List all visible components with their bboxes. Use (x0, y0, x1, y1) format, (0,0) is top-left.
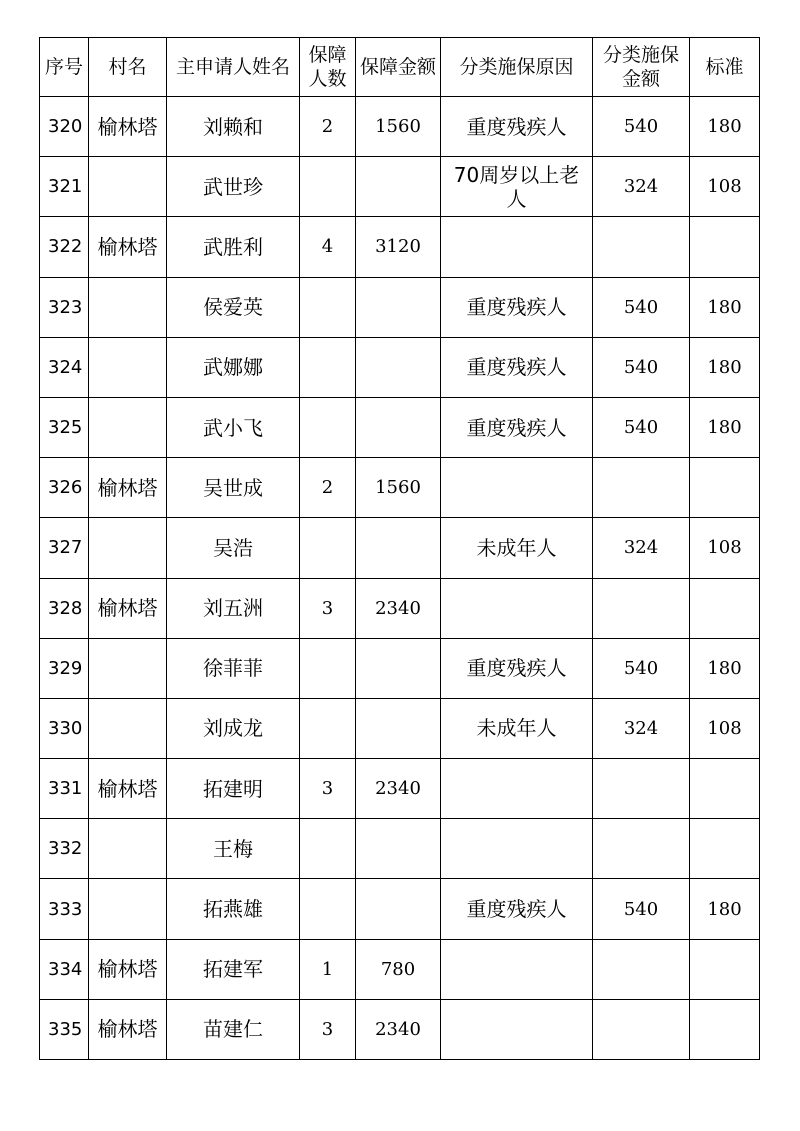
table-row (40, 999, 760, 1059)
table-row (40, 157, 760, 217)
cell-count (300, 638, 356, 698)
cell-count (300, 698, 356, 758)
cell-count (300, 879, 356, 939)
cell-standard: 180 (690, 97, 760, 157)
cell-class-amount: 324 (593, 157, 690, 217)
cell-id: 334 (40, 939, 89, 999)
table-row (40, 638, 760, 698)
cell-count (300, 819, 356, 879)
cell-class-amount: 540 (593, 337, 690, 397)
cell-amount (356, 518, 441, 578)
cell-applicant: 武娜娜 (167, 337, 300, 397)
cell-count: 4 (300, 217, 356, 277)
cell-amount (356, 157, 441, 217)
cell-id: 330 (40, 698, 89, 758)
cell-applicant: 拓燕雄 (167, 879, 300, 939)
cell-count (300, 337, 356, 397)
header-reason: 分类施保原因 (441, 38, 593, 97)
cell-count: 2 (300, 97, 356, 157)
table-row (40, 217, 760, 277)
cell-id: 333 (40, 879, 89, 939)
cell-id: 326 (40, 458, 89, 518)
table-row (40, 578, 760, 638)
cell-reason: 重度残疾人 (441, 277, 593, 337)
cell-id: 329 (40, 638, 89, 698)
cell-amount (356, 879, 441, 939)
cell-standard (690, 939, 760, 999)
header-standard: 标准 (690, 38, 760, 97)
cell-village (89, 397, 167, 457)
cell-id: 327 (40, 518, 89, 578)
table-row (40, 759, 760, 819)
cell-applicant: 武小飞 (167, 397, 300, 457)
cell-applicant: 拓建明 (167, 759, 300, 819)
cell-standard: 180 (690, 638, 760, 698)
cell-applicant: 拓建军 (167, 939, 300, 999)
cell-village: 榆林塔 (89, 217, 167, 277)
cell-reason: 70周岁以上老人 (441, 157, 593, 217)
cell-standard: 180 (690, 277, 760, 337)
header-applicant: 主申请人姓名 (167, 38, 300, 97)
assistance-table (39, 37, 760, 1060)
cell-standard (690, 999, 760, 1059)
cell-amount: 3120 (356, 217, 441, 277)
table-row (40, 337, 760, 397)
cell-class-amount: 540 (593, 397, 690, 457)
cell-count: 3 (300, 999, 356, 1059)
cell-id: 332 (40, 819, 89, 879)
cell-class-amount: 540 (593, 97, 690, 157)
cell-standard (690, 819, 760, 879)
cell-id: 320 (40, 97, 89, 157)
cell-id: 331 (40, 759, 89, 819)
cell-id: 323 (40, 277, 89, 337)
cell-reason (441, 999, 593, 1059)
cell-amount: 1560 (356, 458, 441, 518)
cell-standard: 108 (690, 518, 760, 578)
cell-village (89, 819, 167, 879)
cell-applicant: 苗建仁 (167, 999, 300, 1059)
cell-village: 榆林塔 (89, 759, 167, 819)
cell-village (89, 277, 167, 337)
cell-village: 榆林塔 (89, 939, 167, 999)
cell-village: 榆林塔 (89, 578, 167, 638)
cell-standard: 108 (690, 698, 760, 758)
cell-applicant: 徐菲菲 (167, 638, 300, 698)
cell-class-amount (593, 999, 690, 1059)
table-row (40, 97, 760, 157)
table-row (40, 397, 760, 457)
cell-reason (441, 217, 593, 277)
cell-standard (690, 217, 760, 277)
cell-count (300, 277, 356, 337)
cell-reason: 未成年人 (441, 698, 593, 758)
cell-class-amount (593, 759, 690, 819)
cell-standard: 180 (690, 397, 760, 457)
cell-village (89, 518, 167, 578)
cell-id: 335 (40, 999, 89, 1059)
cell-count (300, 157, 356, 217)
cell-amount: 2340 (356, 759, 441, 819)
cell-reason (441, 578, 593, 638)
cell-class-amount: 540 (593, 638, 690, 698)
cell-class-amount: 324 (593, 518, 690, 578)
cell-amount (356, 819, 441, 879)
table-row (40, 458, 760, 518)
cell-reason: 重度残疾人 (441, 397, 593, 457)
cell-reason: 重度残疾人 (441, 337, 593, 397)
cell-id: 322 (40, 217, 89, 277)
cell-applicant: 武世珍 (167, 157, 300, 217)
cell-id: 325 (40, 397, 89, 457)
cell-class-amount (593, 819, 690, 879)
cell-village (89, 698, 167, 758)
table-header-row (40, 38, 760, 97)
cell-class-amount: 540 (593, 277, 690, 337)
cell-village (89, 638, 167, 698)
cell-applicant: 侯爱英 (167, 277, 300, 337)
cell-standard (690, 759, 760, 819)
table-row (40, 819, 760, 879)
cell-count: 3 (300, 759, 356, 819)
header-count: 保障人数 (300, 38, 356, 97)
cell-id: 328 (40, 578, 89, 638)
cell-applicant: 吴世成 (167, 458, 300, 518)
table-row (40, 277, 760, 337)
cell-amount (356, 397, 441, 457)
header-id: 序号 (40, 38, 89, 97)
cell-applicant: 武胜利 (167, 217, 300, 277)
cell-reason (441, 759, 593, 819)
cell-reason: 重度残疾人 (441, 879, 593, 939)
cell-amount (356, 638, 441, 698)
cell-reason: 重度残疾人 (441, 97, 593, 157)
table-row (40, 879, 760, 939)
cell-applicant: 王梅 (167, 819, 300, 879)
cell-village: 榆林塔 (89, 458, 167, 518)
cell-reason (441, 458, 593, 518)
cell-village (89, 879, 167, 939)
cell-count: 1 (300, 939, 356, 999)
cell-village (89, 337, 167, 397)
cell-class-amount (593, 578, 690, 638)
cell-count: 3 (300, 578, 356, 638)
cell-applicant: 刘赖和 (167, 97, 300, 157)
cell-class-amount: 540 (593, 879, 690, 939)
cell-reason: 重度残疾人 (441, 638, 593, 698)
cell-count (300, 397, 356, 457)
table-row (40, 518, 760, 578)
cell-class-amount: 324 (593, 698, 690, 758)
cell-village: 榆林塔 (89, 97, 167, 157)
cell-id: 324 (40, 337, 89, 397)
cell-reason (441, 939, 593, 999)
table-row (40, 939, 760, 999)
cell-amount: 2340 (356, 578, 441, 638)
cell-applicant: 吴浩 (167, 518, 300, 578)
cell-amount (356, 277, 441, 337)
header-amount: 保障金额 (356, 38, 441, 97)
cell-standard (690, 458, 760, 518)
cell-class-amount (593, 217, 690, 277)
cell-reason (441, 819, 593, 879)
cell-id: 321 (40, 157, 89, 217)
cell-amount (356, 337, 441, 397)
cell-standard (690, 578, 760, 638)
cell-amount: 780 (356, 939, 441, 999)
cell-amount (356, 698, 441, 758)
cell-applicant: 刘五洲 (167, 578, 300, 638)
cell-class-amount (593, 939, 690, 999)
cell-village: 榆林塔 (89, 999, 167, 1059)
cell-amount: 1560 (356, 97, 441, 157)
table-row (40, 698, 760, 758)
cell-class-amount (593, 458, 690, 518)
cell-count (300, 518, 356, 578)
header-class-amount: 分类施保金额 (593, 38, 690, 97)
table-body (40, 97, 760, 1060)
cell-count: 2 (300, 458, 356, 518)
cell-standard: 180 (690, 879, 760, 939)
cell-village (89, 157, 167, 217)
cell-standard: 180 (690, 337, 760, 397)
cell-amount: 2340 (356, 999, 441, 1059)
cell-standard: 108 (690, 157, 760, 217)
cell-reason: 未成年人 (441, 518, 593, 578)
cell-applicant: 刘成龙 (167, 698, 300, 758)
header-village: 村名 (89, 38, 167, 97)
